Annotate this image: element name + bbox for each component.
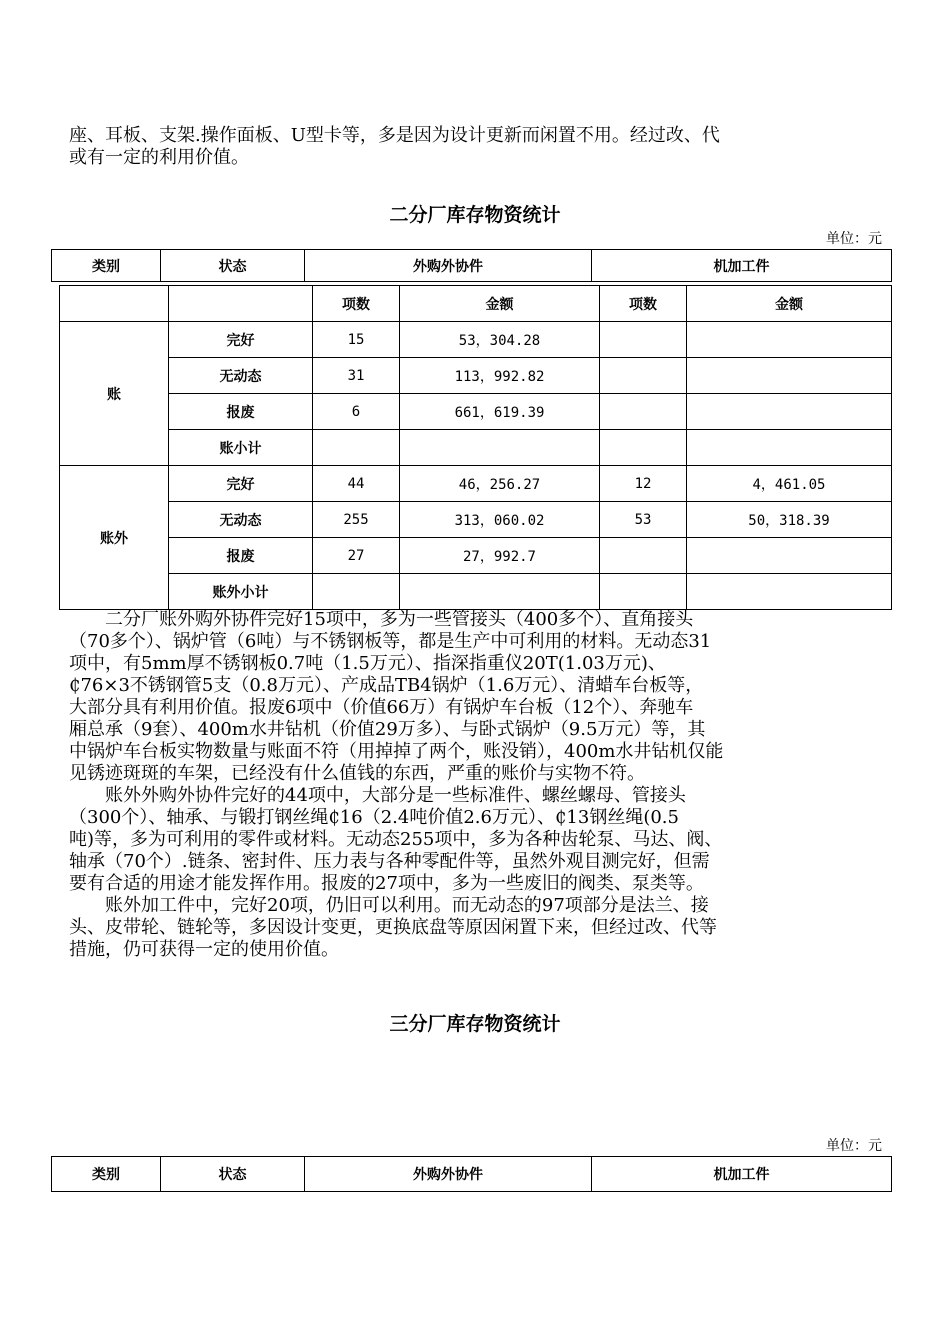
table-row: [60, 286, 892, 322]
count-cell: [600, 538, 687, 574]
count-cell: [600, 574, 687, 610]
amount-cell: [400, 574, 600, 610]
subheader-cell-amount: 金额: [400, 286, 600, 322]
subheader-cell-amount: 金额: [687, 286, 892, 322]
category-cell: 账外: [60, 466, 169, 610]
status-cell: 账外小计: [169, 574, 313, 610]
text-line: 措施，仍可获得一定的使用价值。: [69, 939, 339, 960]
header-cell-category: 类别: [52, 250, 161, 282]
amount-cell: [687, 358, 892, 394]
count-cell: 27: [313, 538, 400, 574]
table-row: [60, 502, 892, 538]
count-cell: 15: [313, 322, 400, 358]
subheader-cell-count: 项数: [313, 286, 400, 322]
header-cell-purchased: 外购外协件: [305, 1157, 592, 1192]
section-title: 三分厂库存物资统计: [389, 1013, 561, 1035]
table-header: [51, 1156, 892, 1192]
text-line: 或有一定的利用价值。: [69, 147, 249, 168]
intro-paragraph: [69, 125, 885, 169]
amount-cell: [687, 430, 892, 466]
amount-cell: 661，619.39: [400, 394, 600, 430]
text-line: 中锅炉车台板实物数量与账面不符（用掉掉了两个，账没销），400m水井钻机仅能: [69, 741, 724, 762]
amount-cell: 53，304.28: [400, 322, 600, 358]
text-line: （70多个）、锅炉管（6吨）与不锈钢板等，都是生产中可利用的材料。无动态31: [69, 631, 712, 652]
text-line: 轴承（70个）.链条、密封件、压力表与各种零配件等，虽然外观目测完好，但需: [69, 851, 710, 872]
amount-cell: 46，256.27: [400, 466, 600, 502]
header-cell-category: 类别: [52, 1157, 161, 1192]
subheader-cell-count: 项数: [600, 286, 687, 322]
text-line: 账外外购外协件完好的44项中，大部分是一些标准件、螺丝螺母、管接头: [69, 785, 686, 806]
table-row: [52, 1157, 892, 1192]
text-line: 见锈迹斑斑的车架，已经没有什么值钱的东西，严重的账价与实物不符。: [69, 763, 645, 784]
text-line: 厢总承（9套）、400m水井钻机（价值29万多）、与卧式锅炉（9.5万元）等，其: [69, 719, 706, 740]
status-cell: 无动态: [169, 502, 313, 538]
inventory-table: [59, 285, 892, 610]
status-cell: 完好: [169, 466, 313, 502]
header-cell-machined: 机加工件: [592, 250, 892, 282]
table-row: [60, 322, 892, 358]
subheader-cell: [60, 286, 169, 322]
status-cell: 账小计: [169, 430, 313, 466]
amount-cell: [687, 322, 892, 358]
amount-cell: 50，318.39: [687, 502, 892, 538]
text-line: （300个）、轴承、与锻打钢丝绳₵16（2.4吨价值2.6万元）、₵13钢丝绳(0.5: [69, 807, 679, 828]
count-cell: 255: [313, 502, 400, 538]
text-line: 座、耳板、支架.操作面板、U型卡等，多是因为设计更新而闲置不用。经过改、代: [69, 125, 720, 146]
body-paragraphs: [69, 609, 885, 961]
category-cell: 账: [60, 322, 169, 466]
amount-cell: 27，992.7: [400, 538, 600, 574]
table-row: [60, 538, 892, 574]
count-cell: [600, 430, 687, 466]
subheader-cell: [169, 286, 313, 322]
text-line: 项中，有5mm厚不锈钢板0.7吨（1.5万元）、指深指重仪20T(1.03万元)、: [69, 653, 666, 674]
table-row: [60, 574, 892, 610]
table-row: [60, 466, 892, 502]
status-cell: 完好: [169, 322, 313, 358]
text-line: 吨)等，多为可利用的零件或材料。无动态255项中，多为各种齿轮泵、马达、阀、: [69, 829, 723, 850]
text-line: 账外加工件中，完好20项，仍旧可以利用。而无动态的97项部分是法兰、接: [69, 895, 709, 916]
count-cell: [600, 394, 687, 430]
text-line: ₵76×3不锈钢管5支（0.8万元）、产成品TB4锅炉（1.6万元）、清蜡车台板等，: [69, 675, 704, 696]
section-title: 二分厂库存物资统计: [389, 204, 561, 226]
status-cell: 报废: [169, 394, 313, 430]
amount-cell: [687, 574, 892, 610]
count-cell: 31: [313, 358, 400, 394]
amount-cell: 4，461.05: [687, 466, 892, 502]
amount-cell: [687, 394, 892, 430]
status-cell: 无动态: [169, 358, 313, 394]
count-cell: [600, 322, 687, 358]
count-cell: 12: [600, 466, 687, 502]
count-cell: 53: [600, 502, 687, 538]
header-cell-purchased: 外购外协件: [305, 250, 592, 282]
status-cell: 报废: [169, 538, 313, 574]
header-cell-machined: 机加工件: [592, 1157, 892, 1192]
text-line: 头、皮带轮、链轮等，多因设计变更，更换底盘等原因闲置下来，但经过改、代等: [69, 917, 717, 938]
text-line: 要有合适的用途才能发挥作用。报废的27项中，多为一些废旧的阀类、泵类等。: [69, 873, 704, 894]
count-cell: [313, 574, 400, 610]
table-row: [52, 250, 892, 282]
table-row: [60, 394, 892, 430]
count-cell: 44: [313, 466, 400, 502]
text-line: 二分厂账外购外协件完好15项中，多为一些管接头（400多个）、直角接头: [69, 609, 694, 630]
amount-cell: [400, 430, 600, 466]
text-line: 大部分具有利用价值。报废6项中（价值66万）有锅炉车台板（12个）、奔驰车: [69, 697, 694, 718]
table-header: [51, 249, 892, 282]
unit-label: 单位：元: [826, 231, 882, 247]
count-cell: [313, 430, 400, 466]
amount-cell: 313，060.02: [400, 502, 600, 538]
count-cell: 6: [313, 394, 400, 430]
count-cell: [600, 358, 687, 394]
amount-cell: 113，992.82: [400, 358, 600, 394]
header-cell-status: 状态: [161, 250, 305, 282]
table-row: [60, 430, 892, 466]
unit-label: 单位：元: [826, 1138, 882, 1154]
header-cell-status: 状态: [161, 1157, 305, 1192]
amount-cell: [687, 538, 892, 574]
table-row: [60, 358, 892, 394]
